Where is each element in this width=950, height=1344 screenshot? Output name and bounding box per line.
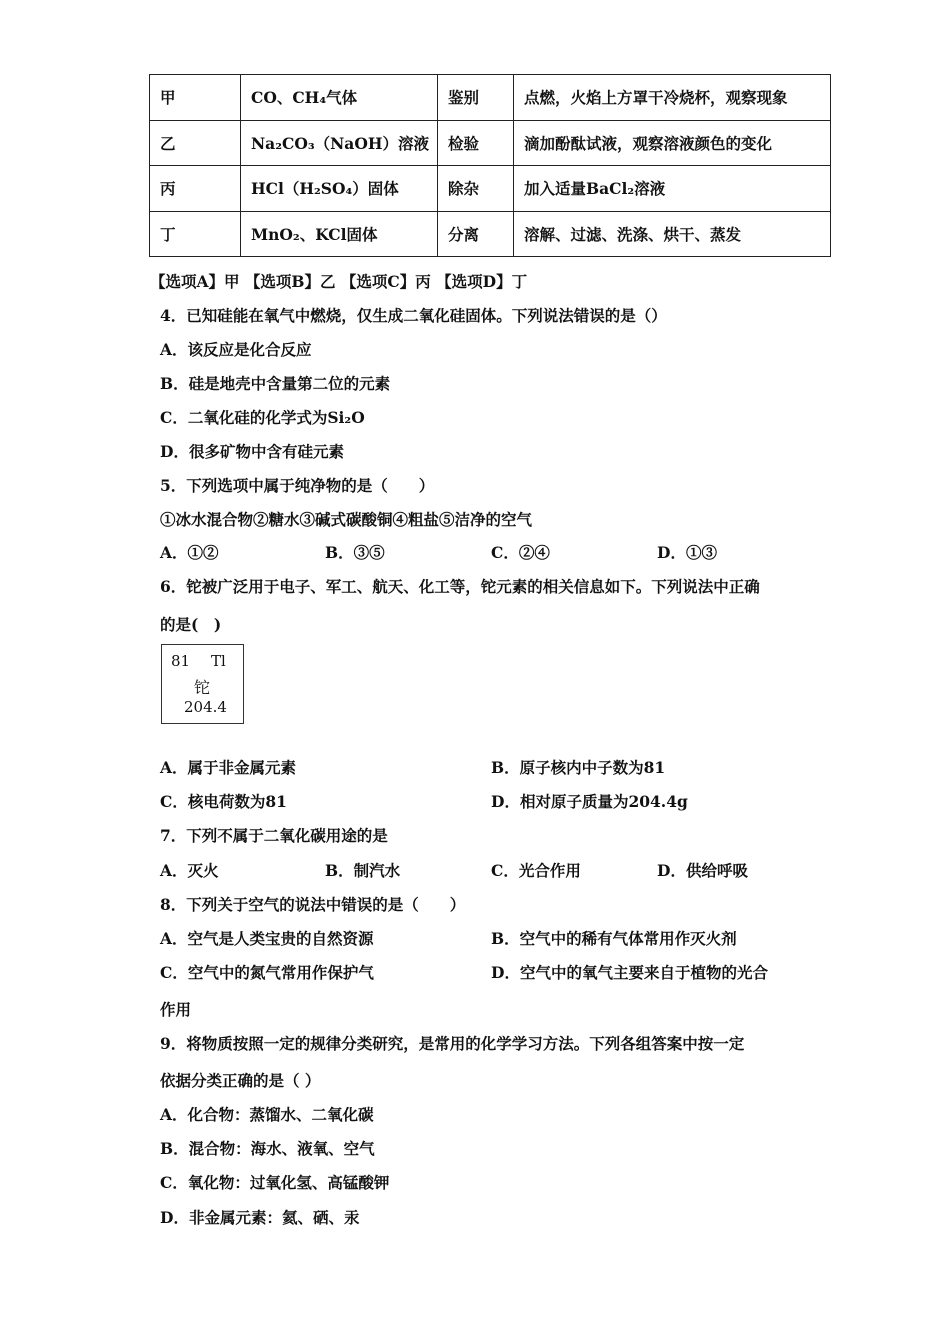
- row-method: 溶解、过滤、洗涤、烘干、蒸发: [514, 211, 831, 257]
- q8-option-a: A．空气是人类宝贵的自然资源: [160, 929, 374, 948]
- q3-options: 【选项A】甲 【选项B】乙 【选项C】丙 【选项D】丁: [150, 272, 528, 291]
- q7-option-d: D．供给呼吸: [657, 861, 748, 880]
- element-symbol: Tl: [211, 652, 226, 670]
- q7-stem: 7．下列不属于二氧化碳用途的是: [160, 826, 388, 845]
- row-method: 加入适量BaCl₂溶液: [514, 166, 831, 212]
- table-row: [150, 166, 831, 212]
- q7-option-a: A．灭火: [160, 861, 219, 880]
- q8-option-c: C．空气中的氮气常用作保护气: [160, 963, 374, 982]
- row-substance: CO、CH₄气体: [241, 75, 438, 121]
- q5-option-b: B．③⑤: [325, 543, 385, 562]
- atomic-number: 81: [171, 652, 191, 670]
- q7-option-c: C．光合作用: [491, 861, 581, 880]
- q8-option-d-continued: 作用: [160, 1000, 192, 1019]
- q8-option-b: B．空气中的稀有气体常用作灭火剂: [491, 929, 737, 948]
- element-name: 铊: [194, 678, 211, 697]
- row-purpose: 检验: [438, 120, 514, 166]
- row-label: 甲: [150, 75, 241, 121]
- q4-option-d: D．很多矿物中含有硅元素: [160, 442, 344, 461]
- row-label: 丁: [150, 211, 241, 257]
- q6-option-b: B．原子核内中子数为81: [491, 758, 666, 777]
- q4-option-b: B．硅是地壳中含量第二位的元素: [160, 374, 391, 393]
- q4-stem: 4．已知硅能在氧气中燃烧，仅生成二氧化硅固体。下列说法错误的是（）: [160, 306, 667, 325]
- q6-option-a: A．属于非金属元素: [160, 758, 297, 777]
- q6-option-d: D．相对原子质量为204.4g: [491, 792, 688, 811]
- q5-option-d: D．①③: [657, 543, 717, 562]
- experiment-table: [149, 74, 831, 257]
- row-purpose: 分离: [438, 211, 514, 257]
- q9-option-d: D．非金属元素：氦、硒、汞: [160, 1208, 360, 1227]
- row-label: 乙: [150, 120, 241, 166]
- q8-stem: 8．下列关于空气的说法中错误的是（ ）: [160, 895, 466, 914]
- element-card-thallium: [161, 644, 244, 724]
- q9-option-b: B．混合物：海水、液氧、空气: [160, 1139, 375, 1158]
- q9-option-a: A．化合物：蒸馏水、二氧化碳: [160, 1105, 374, 1124]
- q4-option-a: A．该反应是化合反应: [160, 340, 312, 359]
- q6-stem-line2: 的是( ): [160, 615, 222, 634]
- row-method: 点燃，火焰上方罩干冷烧杯，观察现象: [514, 75, 831, 121]
- table-row: [150, 120, 831, 166]
- q6-option-c: C．核电荷数为81: [160, 792, 287, 811]
- q6-stem-line1: 6．铊被广泛用于电子、军工、航天、化工等，铊元素的相关信息如下。下列说法中正确: [160, 577, 760, 596]
- row-substance: HCl（H₂SO₄）固体: [241, 166, 438, 212]
- row-purpose: 除杂: [438, 166, 514, 212]
- table-row: [150, 211, 831, 257]
- q8-option-d: D．空气中的氧气主要来自于植物的光合: [491, 963, 768, 982]
- row-purpose: 鉴别: [438, 75, 514, 121]
- row-substance: Na₂CO₃（NaOH）溶液: [241, 120, 438, 166]
- q4-option-c: C．二氧化硅的化学式为Si₂O: [160, 408, 365, 427]
- q5-list: ①冰水混合物②糖水③碱式碳酸铜④粗盐⑤洁净的空气: [160, 510, 533, 529]
- row-substance: MnO₂、KCl固体: [241, 211, 438, 257]
- q9-stem-line1: 9．将物质按照一定的规律分类研究，是常用的化学学习方法。下列各组答案中按一定: [160, 1034, 745, 1053]
- atomic-mass: 204.4: [184, 698, 227, 716]
- row-method: 滴加酚酞试液，观察溶液颜色的变化: [514, 120, 831, 166]
- q9-stem-line2: 依据分类正确的是（ ）: [160, 1071, 321, 1090]
- table-row: [150, 75, 831, 121]
- q5-stem: 5．下列选项中属于纯净物的是（ ）: [160, 476, 435, 495]
- q5-option-a: A．①②: [160, 543, 219, 562]
- q5-option-c: C．②④: [491, 543, 550, 562]
- row-label: 丙: [150, 166, 241, 212]
- q7-option-b: B．制汽水: [325, 861, 401, 880]
- q9-option-c: C．氧化物：过氧化氢、高锰酸钾: [160, 1173, 390, 1192]
